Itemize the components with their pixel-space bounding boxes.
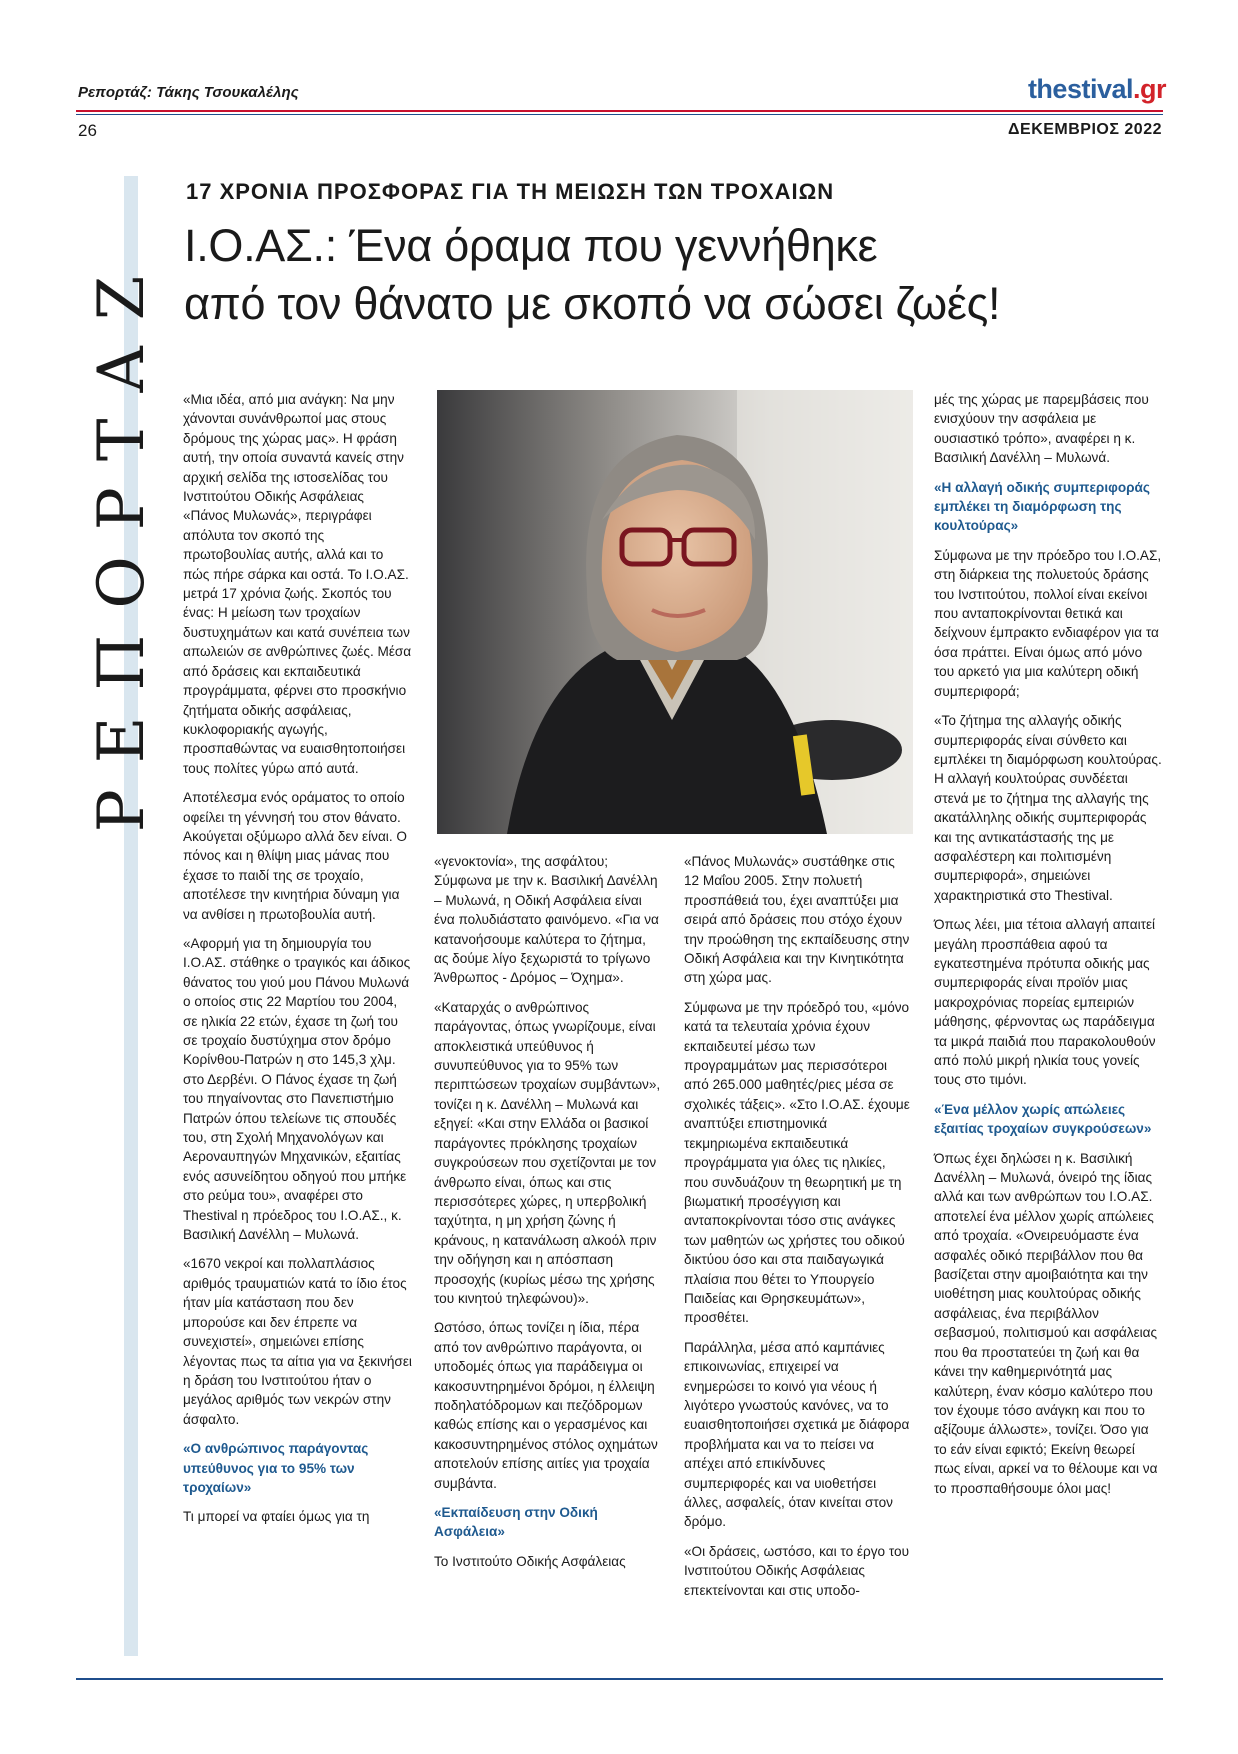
paragraph: Σύμφωνα με την πρόεδρο του Ι.Ο.ΑΣ, στη διάρκεια της πολυετούς δράσης του Ινστιτούτου, πολλοί είναι εκείνοι που ανταποκρίνονται θετικά και δείχνουν έμπρακτο ενδιαφέρον για τα όσα πράττει. Είναι όμως από μόνο του αρκετό για μια καλύτερη οδική συμπεριφορά; <box>934 547 1162 699</box>
article-column-4 <box>934 390 1164 1508</box>
section-label: ΡΕΠΟΡΤΑΖ <box>85 249 159 833</box>
paragraph: «Οι δράσεις, ωστόσο, και το έργο του Ινστιτούτου Οδικής Ασφάλειας επεκτείνονται και στις υποδο- <box>684 1543 910 1598</box>
article-column-3 <box>684 852 912 1610</box>
logo-main: thestival <box>1027 74 1133 104</box>
byline: Ρεπορτάζ: Τάκης Τσουκαλέλης <box>78 84 299 101</box>
paragraph: Παράλληλα, μέσα από καμπάνιες επικοινωνίας, επιχειρεί να ενημερώσει το κοινό για νέους ή λιγότερο γνωστούς κανόνες, να το ευαισθητοποιήσει σχετικά με διάφορα προβλήματα και να το πείσει να απέχει από επικίνδυνες συμπεριφορές και να υιοθετήσει άλλες, ασφαλείς, όταν κινείται στον δρόμο. <box>684 1339 910 1530</box>
logo-tld: .gr <box>1132 74 1166 104</box>
issue-date: ΔΕΚΕΜΒΡΙΟΣ 2022 <box>1008 121 1162 138</box>
paragraph: Το Ινστιτούτο Οδικής Ασφάλειας <box>434 1553 626 1569</box>
subheading: «Ένα μέλλον χωρίς απώλειες εξαιτίας τροχαίων συγκρούσεων» <box>934 1101 1152 1137</box>
paragraph: «1670 νεκροί και πολλαπλάσιος αριθμός τραυματιών κατά το ίδιο έτος ήταν μία κατάσταση που δεν μπορούσε και δεν έπρεπε να συνεχιστεί», σημειώνει επίσης λέγοντας πως τα αίτια για να ξεκινήσει η δράση του Ινστιτούτου ήταν ο μεγάλος αριθμός των νεκρών στην άσφαλτο. <box>183 1256 412 1427</box>
headline-line-1: Ι.Ο.ΑΣ.: Ένα όραμα που γεννήθηκε <box>184 220 878 271</box>
paragraph: μές της χώρας με παρεμβάσεις που ενισχύουν την ασφάλεια με ουσιαστικό τρόπο», αναφέρει η κ. Βασιλική Δανέλλη – Μυλωνά. <box>934 392 1149 466</box>
header-rule-blue <box>76 114 1163 115</box>
subheading: «Εκπαίδευση στην Οδική Ασφάλεια» <box>434 1505 598 1540</box>
paragraph: «Πάνος Μυλωνάς» συστάθηκε στις 12 Μαΐου 2005. Στην πολυετή προσπάθειά του, έχει αναπτύξει μια σειρά από δράσεις που στόχο έχουν την προώθηση της εκπαίδευσης στην Οδική Ασφάλεια και την Κινητικότητα στη χώρα μας. <box>684 854 910 986</box>
paragraph: «γενοκτονία», της ασφάλτου; Σύμφωνα με την κ. Βασιλική Δανέλλη – Μυλωνά, η Οδική Ασφάλεια είναι ένα πολυδιάστατο φαινόμενο. «Για να κατανοήσουμε καλύτερα το ζήτημα, ας δούμε λίγο ξεχωριστά το τρίγωνο Άνθρωπος - Δρόμος – Όχημα». <box>434 854 659 986</box>
page-number: 26 <box>78 121 97 140</box>
paragraph: Όπως λέει, μια τέτοια αλλαγή απαιτεί μεγάλη προσπάθεια αφού τα εγκατεστημένα πρότυπα οδικής μας συμπεριφοράς είναι προϊόν μιας μακροχρόνιας πορείας εμπειριών μάθησης, φέρνοντας ως παράδειγμα τα μικρά παιδιά που παρακολουθούν από πολύ μικρή ηλικία τους γονείς τους στο τιμόνι. <box>934 917 1156 1088</box>
article-column-1 <box>183 390 413 1537</box>
header-rule-red <box>76 110 1163 112</box>
paragraph: Αποτέλεσμα ενός οράματος το οποίο οφείλει τη γέννησή του στον θάνατο. Ακούγεται οξύμωρο αλλά δεν είναι. Ο πόνος και η θλίψη μιας μάνας που έχασε το παιδί της σε τροχαίο, αποτέλεσε την κινητήρια δύναμη για να ανθίσει η πρωτοβουλία αυτή. <box>183 790 407 922</box>
paragraph: «Αφορμή για τη δημιουργία του Ι.Ο.ΑΣ. στάθηκε ο τραγικός και άδικος θάνατος του γιού μου Πάνου Μυλωνά ο οποίος στις 22 Μαρτίου του 2004, σε ηλικία 22 ετών, έχασε τη ζωή του σε τροχαίο δυστύχημα στον δρόμο Κορίνθου-Πατρών η στο 145,3 χλμ. στο Δερβένι. Ο Πάνος έχασε τη ζωή του πηγαίνοντας στο Πανεπιστήμιο Πατρών όπου τελείωνε τις σπουδές του, στη Σχολή Μηχανολόγων και Αεροναυπηγών Μηχανικών, εξαιτίας ενός ασυνείδητου οδηγού που μπήκε στο ρεύμα του», αναφέρει στο Thestival η πρόεδρος του Ι.Ο.ΑΣ., κ. Βασιλική Δανέλλη – Μυλωνά. <box>183 935 411 1243</box>
site-logo[interactable] <box>1028 74 1166 105</box>
paragraph: «Το ζήτημα της αλλαγής οδικής συμπεριφοράς είναι σύνθετο και εμπλέκει τη διαμόρφωση κουλτούρας. Η αλλαγή κουλτούρας συνδέεται στενά με το ζήτημα της αλλαγής της ακατάλληλης οδικής συμπεριφοράς και της αντικατάστασής της με ασφαλέστερη και πολιτισμένη συμπεριφορά», σημειώνει χαρακτηριστικά στο Thestival. <box>934 713 1162 903</box>
paragraph: «Καταρχάς ο ανθρώπινος παράγοντας, όπως γνωρίζουμε, είναι αποκλειστικά υπεύθυνος ή συνυπεύθυνος για το 95% των περιπτώσεων τροχαίων συμβάντων», τονίζει η κ. Δανέλλη – Μυλωνά και εξηγεί: «Και στην Ελλάδα οι βασικοί παράγοντες πρόκλησης τροχαίων συγκρούσεων που σχετίζονται με τον άνθρωπο είναι, όπως και στις περισσότερες χώρες, η υπερβολική ταχύτητα, η μη χρήση ζώνης ή κράνους, η κατανάλωση αλκοόλ πριν την οδήγηση και η απόσπαση προσοχής (κυρίως μέσω της χρήσης του κινητού τηλεφώνου)». <box>434 999 661 1306</box>
article-headline <box>184 217 1164 333</box>
article-column-2 <box>434 852 662 1581</box>
portrait-photo <box>437 390 913 834</box>
headline-line-2: από τον θάνατο με σκοπό να σώσει ζωές! <box>184 278 1001 329</box>
subheading: «Η αλλαγή οδικής συμπεριφοράς εμπλέκει τη διαμόρφωση της κουλτούρας» <box>934 479 1150 534</box>
paragraph: «Μια ιδέα, από μια ανάγκη: Να μην χάνονται συνάνθρωποί μας στους δρόμους της χώρας μας». Η φράση αυτή, την οποία συναντά κανείς στην αρχική σελίδα της ιστοσελίδας του Ινστιτούτου Οδικής Ασφάλειας «Πάνος Μυλωνάς», περιγράφει απόλυτα τον σκοπό της πρωτοβουλίας αυτής, αλλά και το πώς πήρε σάρκα και οστά. Το Ι.Ο.ΑΣ. μετρά 17 χρόνια ζωής. Σκοπός του ένας: Η μείωση των τροχαίων δυστυχημάτων και κατά συνέπεια των απωλειών σε ανθρώπινες ζωές. Μέσα από δράσεις και εκπαιδευτικά προγράμματα, φέρνει στο προσκήνιο ζητήματα οδικής ασφάλειας, κυκλοφοριακής αγωγής, προσπαθώντας να ευαισθητοποιήσει τους πολίτες γύρω από αυτά. <box>183 392 412 776</box>
footer-rule <box>76 1678 1163 1680</box>
paragraph: Όπως έχει δηλώσει η κ. Βασιλική Δανέλλη – Μυλωνά, όνειρό της ίδιας αλλά και των ανθρώπων του Ι.Ο.ΑΣ. αποτελεί ένα μέλλον χωρίς απώλειες από τροχαία. «Ονειρευόμαστε ένα ασφαλές οδικό περιβάλλον που θα βασίζεται στην αμοιβαιότητα και την υιοθέτηση μιας κουλτούρας οδικής ασφάλειας, ένα περιβάλλον σεβασμού, πολιτισμού και ασφάλειας που θα προστατεύει τη ζωή και θα κάνει την καθημερινότητά μας καλύτερη, έναν κόσμο καλύτερο που τον έχουμε τόσο ανάγκη και που το αξίζουμε άλλωστε», τονίζει. Όσο για το εάν είναι εφικτό; Εκείνη θεωρεί πως είναι, αρκεί να το θέλουμε και να το προσπαθήσουμε όλοι μας! <box>934 1150 1158 1496</box>
paragraph: Σύμφωνα με την πρόεδρό του, «μόνο κατά τα τελευταία χρόνια έχουν εκπαιδευτεί μέσω των προγραμμάτων μας περισσότεροι από 265.000 μαθητές/ριες μέσα σε σχολικές τάξεις». «Στο Ι.Ο.ΑΣ. έχουμε αναπτύξει επιστημονικά τεκμηριωμένα εκπαιδευτικά προγράμματα για όλες τις ηλικίες, που συνδυάζουν τη θεωρητική με τη βιωματική προσέγγιση και ανταποκρίνονται τόσο στις ανάγκες των μαθητών ως χρήστες του οδικού δικτύου όσο και στα παιδαγωγικά πλαίσια που θέτει το Υπουργείο Παιδείας και Θρησκευμάτων», προσθέτει. <box>684 999 910 1326</box>
subheading: «Ο ανθρώπινος παράγοντας υπεύθυνος για το 95% των τροχαίων» <box>183 1441 369 1495</box>
article-kicker: 17 ΧΡΟΝΙΑ ΠΡΟΣΦΟΡΑΣ ΓΙΑ ΤΗ ΜΕΙΩΣΗ ΤΩΝ ΤΡΟΧΑΙΩΝ <box>186 179 835 204</box>
paragraph: Τι μπορεί να φταίει όμως για τη <box>183 1509 370 1525</box>
portrait-illustration <box>437 390 913 834</box>
paragraph: Ωστόσο, όπως τονίζει η ίδια, πέρα από τον ανθρώπινο παράγοντα, οι υποδομές όπως για παράδειγμα οι κακοσυντηρημένοι δρόμοι, η έλλειψη ποδηλατόδρομων και πεζόδρομων καθώς επίσης και ο γερασμένος και κακοσυντηρημένος στόλος οχημάτων αποτελούν επίσης αιτίες για τροχαία συμβάντα. <box>434 1320 658 1491</box>
